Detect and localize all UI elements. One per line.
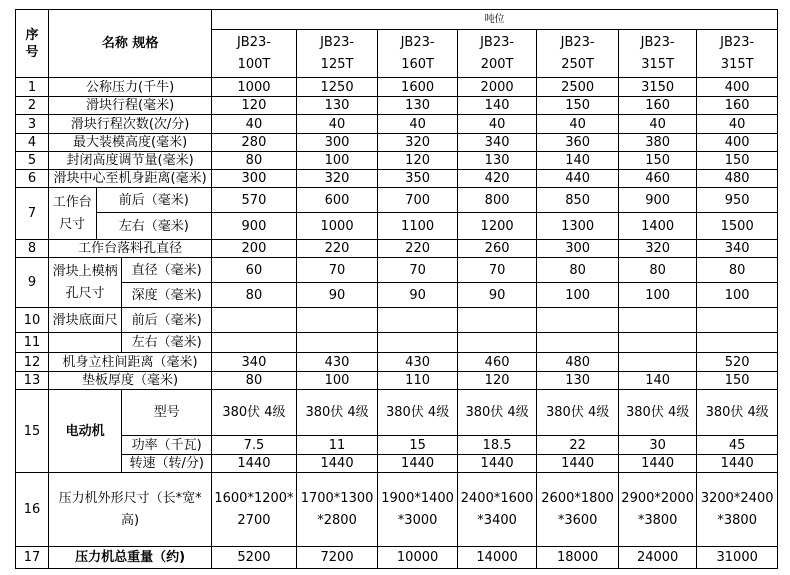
value-cell: 570 [212, 188, 297, 213]
row-r9a [16, 258, 778, 283]
value-cell: 90 [378, 283, 458, 308]
value-cell: 24000 [618, 547, 696, 569]
row-number: 10 [16, 308, 49, 333]
value-cell: 480 [697, 170, 778, 188]
empty-cell [618, 308, 696, 333]
value-cell: 950 [697, 188, 778, 213]
row-label: 压力机总重量（约) [49, 547, 212, 569]
row-number: 13 [16, 372, 49, 390]
value-cell: 430 [296, 353, 378, 372]
row-sub-label: 前后（毫米) [122, 308, 212, 333]
row-r16 [16, 473, 778, 547]
value-cell: 45 [697, 436, 778, 455]
row-r13 [16, 372, 778, 390]
row-group-label: 工作台尺寸 [49, 188, 96, 240]
value-cell: 1440 [618, 455, 696, 473]
value-cell: 2000 [457, 78, 537, 97]
empty-cell [296, 333, 378, 353]
value-cell: 3150 [618, 78, 696, 97]
value-cell: 30 [618, 436, 696, 455]
value-cell: 600 [296, 188, 378, 213]
value-cell: 800 [457, 188, 537, 213]
value-cell: 140 [537, 152, 619, 170]
value-cell: 40 [212, 115, 297, 134]
empty-cell [697, 308, 778, 333]
value-cell: 2900*2000*3800 [618, 473, 696, 547]
value-cell: 40 [296, 115, 378, 134]
value-cell: 1000 [296, 213, 378, 240]
row-number: 6 [16, 170, 49, 188]
row-label: 垫板厚度（毫米) [49, 372, 212, 390]
value-cell: 430 [378, 353, 458, 372]
empty-cell [618, 333, 696, 353]
value-cell: 100 [296, 372, 378, 390]
value-cell: 80 [212, 283, 297, 308]
row-label: 滑块中心至机身距离(毫米) [49, 170, 212, 188]
model-header: JB23- 315T [697, 30, 778, 78]
empty-cell [537, 333, 619, 353]
row-sub-label: 左右（毫米) [122, 333, 212, 353]
value-cell: 1440 [378, 455, 458, 473]
value-cell: 300 [537, 240, 619, 258]
value-cell: 31000 [697, 547, 778, 569]
row-number: 17 [16, 547, 49, 569]
value-cell: 380伏 4级 [212, 390, 297, 436]
row-r15c [16, 455, 778, 473]
value-cell: 380伏 4级 [697, 390, 778, 436]
model-header: JB23- 125T [296, 30, 378, 78]
row-label: 滑块行程次数(次/分) [49, 115, 212, 134]
value-cell: 100 [537, 283, 619, 308]
value-cell: 320 [618, 240, 696, 258]
value-cell: 300 [212, 170, 297, 188]
table-body [16, 10, 778, 569]
row-group-label: 滑块上模柄孔尺寸 [49, 258, 122, 308]
value-cell: 100 [618, 283, 696, 308]
value-cell: 7200 [296, 547, 378, 569]
header-row-1 [16, 10, 778, 30]
press-spec-table [15, 9, 778, 569]
value-cell: 1600*1200*2700 [212, 473, 297, 547]
row-r5 [16, 152, 778, 170]
value-cell: 460 [457, 353, 537, 372]
value-cell: 1440 [296, 455, 378, 473]
value-cell: 40 [378, 115, 458, 134]
value-cell: 2600*1800*3600 [537, 473, 619, 547]
value-cell: 280 [212, 134, 297, 152]
value-cell: 1300 [537, 213, 619, 240]
row-number: 15 [16, 390, 49, 473]
value-cell: 40 [697, 115, 778, 134]
empty-cell [296, 308, 378, 333]
value-cell: 130 [537, 372, 619, 390]
row-r7b [16, 213, 778, 240]
value-cell: 160 [618, 97, 696, 115]
row-number: 9 [16, 258, 49, 308]
value-cell: 1900*1400*3000 [378, 473, 458, 547]
value-cell: 1440 [212, 455, 297, 473]
value-cell: 130 [296, 97, 378, 115]
value-cell: 80 [212, 372, 297, 390]
empty-cell [457, 333, 537, 353]
value-cell: 900 [618, 188, 696, 213]
row-r4 [16, 134, 778, 152]
value-cell: 340 [457, 134, 537, 152]
row-label: 压力机外形尺寸（长*宽*高) [49, 473, 212, 547]
value-cell: 380伏 4级 [457, 390, 537, 436]
row-r12 [16, 353, 778, 372]
value-cell: 1200 [457, 213, 537, 240]
value-cell: 18000 [537, 547, 619, 569]
value-cell: 15 [378, 436, 458, 455]
value-cell: 2500 [537, 78, 619, 97]
value-cell: 320 [296, 170, 378, 188]
value-cell: 120 [212, 97, 297, 115]
value-cell: 130 [378, 97, 458, 115]
value-cell: 1700*1300*2800 [296, 473, 378, 547]
value-cell: 380伏 4级 [537, 390, 619, 436]
spec-table-wrapper [15, 9, 778, 569]
value-cell: 360 [537, 134, 619, 152]
value-cell: 80 [212, 152, 297, 170]
value-cell: 80 [697, 258, 778, 283]
value-cell: 100 [697, 283, 778, 308]
value-cell: 340 [212, 353, 297, 372]
row-number: 2 [16, 97, 49, 115]
row-sub-label: 前后（毫米) [96, 188, 212, 213]
row-r11 [16, 333, 778, 353]
row-label: 工作台落料孔直径 [49, 240, 212, 258]
row-number: 3 [16, 115, 49, 134]
row-number: 7 [16, 188, 49, 240]
value-cell: 160 [697, 97, 778, 115]
value-cell: 7.5 [212, 436, 297, 455]
row-r1 [16, 78, 778, 97]
model-header: JB23- 200T [457, 30, 537, 78]
seq-header: 序 号 [16, 10, 49, 78]
row-group-label: 滑块底面尺 [49, 308, 122, 333]
model-header: JB23- 315T [618, 30, 696, 78]
model-header: JB23- 100T [212, 30, 297, 78]
value-cell: 70 [457, 258, 537, 283]
value-cell: 110 [378, 372, 458, 390]
value-cell: 1100 [378, 213, 458, 240]
row-sub-label: 型号 [122, 390, 212, 436]
row-label: 最大装模高度(毫米) [49, 134, 212, 152]
value-cell: 400 [697, 78, 778, 97]
value-cell: 1440 [697, 455, 778, 473]
value-cell: 520 [697, 353, 778, 372]
row-group-label: 电动机 [49, 390, 122, 473]
row-r2 [16, 97, 778, 115]
empty-cell [212, 308, 297, 333]
value-cell: 150 [618, 152, 696, 170]
value-cell: 3200*2400*3800 [697, 473, 778, 547]
value-cell: 300 [296, 134, 378, 152]
value-cell: 5200 [212, 547, 297, 569]
value-cell: 1000 [212, 78, 297, 97]
value-cell: 850 [537, 188, 619, 213]
row-label: 封闭高度调节量(毫米) [49, 152, 212, 170]
value-cell: 22 [537, 436, 619, 455]
row-r3 [16, 115, 778, 134]
value-cell: 140 [618, 372, 696, 390]
value-cell: 1500 [697, 213, 778, 240]
row-label: 公称压力(千牛) [49, 78, 212, 97]
row-sub-label: 转速（转/分) [122, 455, 212, 473]
name-spec-header: 名称 规格 [49, 10, 212, 78]
row-sub-label: 深度（毫米) [122, 283, 212, 308]
value-cell: 1600 [378, 78, 458, 97]
row-r15a [16, 390, 778, 436]
row-label: 机身立柱间距离（毫米) [49, 353, 212, 372]
value-cell: 90 [457, 283, 537, 308]
value-cell: 700 [378, 188, 458, 213]
row-r9b [16, 283, 778, 308]
row-r7a [16, 188, 778, 213]
value-cell: 10000 [378, 547, 458, 569]
empty-cell [378, 333, 458, 353]
value-cell: 40 [618, 115, 696, 134]
row-r17 [16, 547, 778, 569]
value-cell: 70 [296, 258, 378, 283]
value-cell: 320 [378, 134, 458, 152]
value-cell: 420 [457, 170, 537, 188]
value-cell: 900 [212, 213, 297, 240]
value-cell: 80 [537, 258, 619, 283]
row-number: 1 [16, 78, 49, 97]
empty-cell [537, 308, 619, 333]
value-cell: 1250 [296, 78, 378, 97]
value-cell: 2400*1600*3400 [457, 473, 537, 547]
value-cell: 400 [697, 134, 778, 152]
value-cell: 130 [457, 152, 537, 170]
value-cell: 440 [537, 170, 619, 188]
value-cell: 40 [537, 115, 619, 134]
value-cell: 40 [457, 115, 537, 134]
row-r8 [16, 240, 778, 258]
value-cell: 80 [618, 258, 696, 283]
value-cell: 220 [378, 240, 458, 258]
value-cell: 220 [296, 240, 378, 258]
tonnage-header: 吨位 [212, 10, 778, 30]
empty-cell [457, 308, 537, 333]
row-number: 4 [16, 134, 49, 152]
empty-cell [49, 333, 122, 353]
value-cell: 460 [618, 170, 696, 188]
row-number: 12 [16, 353, 49, 372]
row-r6 [16, 170, 778, 188]
value-cell: 380伏 4级 [618, 390, 696, 436]
row-number: 8 [16, 240, 49, 258]
empty-cell [378, 308, 458, 333]
value-cell: 140 [457, 97, 537, 115]
value-cell: 350 [378, 170, 458, 188]
value-cell: 260 [457, 240, 537, 258]
value-cell: 70 [378, 258, 458, 283]
row-sub-label: 直径（毫米) [122, 258, 212, 283]
empty-cell [697, 333, 778, 353]
value-cell: 380 [618, 134, 696, 152]
value-cell: 150 [697, 372, 778, 390]
row-r15b [16, 436, 778, 455]
value-cell: 380伏 4级 [378, 390, 458, 436]
value-cell: 1440 [537, 455, 619, 473]
row-number: 11 [16, 333, 49, 353]
value-cell: 200 [212, 240, 297, 258]
row-number: 5 [16, 152, 49, 170]
value-cell: 480 [537, 353, 619, 372]
value-cell: 1440 [457, 455, 537, 473]
empty-cell [212, 333, 297, 353]
value-cell: 18.5 [457, 436, 537, 455]
value-cell: 60 [212, 258, 297, 283]
value-cell: 150 [697, 152, 778, 170]
model-header: JB23- 250T [537, 30, 619, 78]
value-cell: 120 [378, 152, 458, 170]
row-sub-label: 左右（毫米) [96, 213, 212, 240]
value-cell: 14000 [457, 547, 537, 569]
row-sub-label: 功率（千瓦) [122, 436, 212, 455]
value-cell: 11 [296, 436, 378, 455]
row-label: 滑块行程(毫米) [49, 97, 212, 115]
value-cell: 1400 [618, 213, 696, 240]
value-cell: 340 [697, 240, 778, 258]
value-cell: 380伏 4级 [296, 390, 378, 436]
row-number: 16 [16, 473, 49, 547]
model-header: JB23- 160T [378, 30, 458, 78]
value-cell: 90 [296, 283, 378, 308]
value-cell [618, 353, 696, 372]
value-cell: 150 [537, 97, 619, 115]
value-cell: 100 [296, 152, 378, 170]
row-r10 [16, 308, 778, 333]
value-cell: 120 [457, 372, 537, 390]
